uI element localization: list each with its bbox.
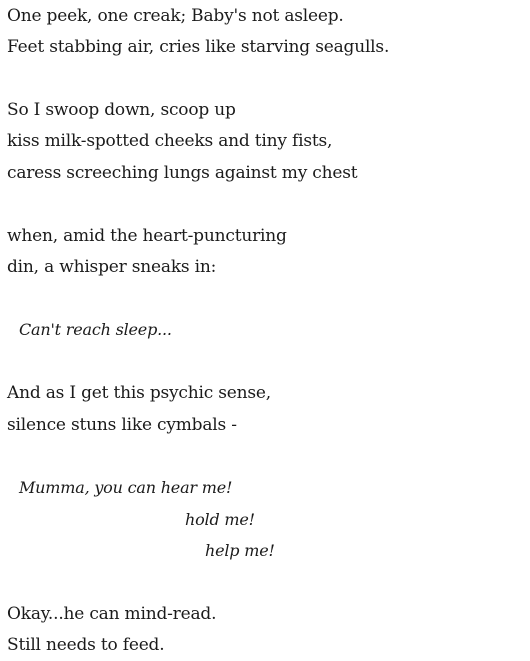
poem-line: when, amid the heart-puncturing xyxy=(7,226,287,246)
poem-line: Still needs to feed. xyxy=(7,635,165,655)
voice-line: help me! xyxy=(205,541,275,560)
poem-line: One peek, one creak; Baby's not asleep. xyxy=(7,6,344,26)
poem-line: din, a whisper sneaks in: xyxy=(7,257,217,277)
whisper-line: Can't reach sleep... xyxy=(19,320,172,339)
poem-line: kiss milk-spotted cheeks and tiny fists, xyxy=(7,131,333,151)
poem-line: Feet stabbing air, cries like starving seagulls. xyxy=(7,37,390,57)
poem-line: silence stuns like cymbals - xyxy=(7,415,237,435)
poem-line: caress screeching lungs against my chest xyxy=(7,163,358,183)
voice-line: Mumma, you can hear me! xyxy=(19,478,233,497)
poem-line: Okay...he can mind-read. xyxy=(7,604,217,624)
voice-line: hold me! xyxy=(185,510,255,529)
poem-line: And as I get this psychic sense, xyxy=(7,383,271,403)
poem-line: So I swoop down, scoop up xyxy=(7,100,236,120)
